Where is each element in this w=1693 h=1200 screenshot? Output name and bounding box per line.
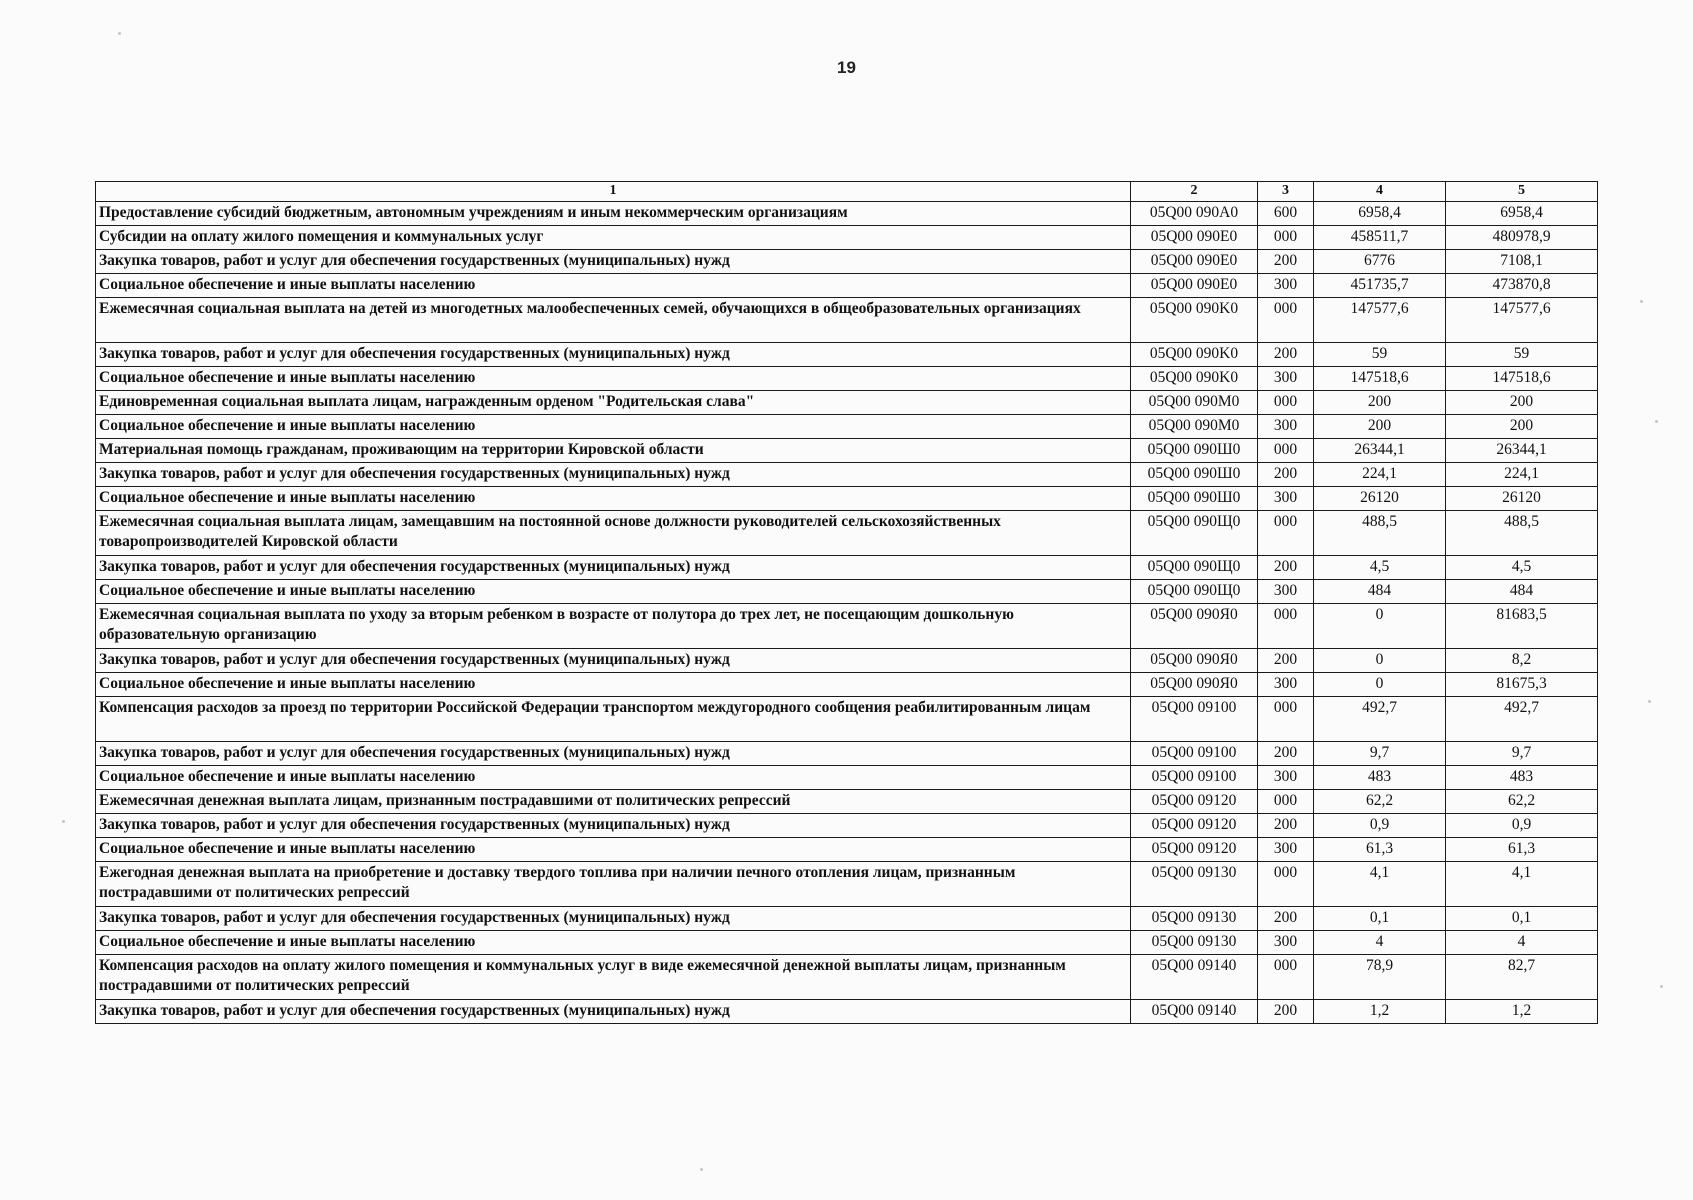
table-row bbox=[96, 556, 1598, 580]
row-code-cell: 05Q00 090Ш0 bbox=[1131, 439, 1258, 463]
scan-speck bbox=[118, 32, 121, 35]
row-code-cell: 05Q00 09130 bbox=[1131, 862, 1258, 907]
row-code-cell: 05Q00 090A0 bbox=[1131, 202, 1258, 226]
row-name-cell: Закупка товаров, работ и услуг для обеспечения государственных (муниципальных) нужд bbox=[96, 742, 1131, 766]
table-row bbox=[96, 298, 1598, 343]
row-name-cell: Ежемесячная социальная выплата лицам, замещавшим на постоянной основе должности руководителей сельскохозяйственных товаропроизводителей Кировской области bbox=[96, 511, 1131, 556]
row-value-4-cell: 9,7 bbox=[1314, 742, 1446, 766]
row-value-4-cell: 200 bbox=[1314, 391, 1446, 415]
row-name-cell: Ежемесячная социальная выплата по уходу за вторым ребенком в возрасте от полутора до трех лет, не посещающим дошкольную образовательную организацию bbox=[96, 604, 1131, 649]
row-type-cell: 000 bbox=[1258, 511, 1314, 556]
row-code-cell: 05Q00 090K0 bbox=[1131, 343, 1258, 367]
row-value-4-cell: 62,2 bbox=[1314, 790, 1446, 814]
column-header-type: 3 bbox=[1258, 182, 1314, 202]
row-code-cell: 05Q00 09140 bbox=[1131, 955, 1258, 1000]
table-row bbox=[96, 838, 1598, 862]
row-value-4-cell: 0 bbox=[1314, 673, 1446, 697]
row-type-cell: 000 bbox=[1258, 790, 1314, 814]
row-value-5-cell: 26120 bbox=[1446, 487, 1598, 511]
row-value-5-cell: 0,9 bbox=[1446, 814, 1598, 838]
row-code-cell: 05Q00 090Я0 bbox=[1131, 673, 1258, 697]
row-value-5-cell: 26344,1 bbox=[1446, 439, 1598, 463]
row-name-cell: Социальное обеспечение и иные выплаты населению bbox=[96, 487, 1131, 511]
row-value-4-cell: 484 bbox=[1314, 580, 1446, 604]
row-value-4-cell: 26120 bbox=[1314, 487, 1446, 511]
row-value-4-cell: 147518,6 bbox=[1314, 367, 1446, 391]
row-value-5-cell: 8,2 bbox=[1446, 649, 1598, 673]
row-name-cell: Закупка товаров, работ и услуг для обеспечения государственных (муниципальных) нужд bbox=[96, 556, 1131, 580]
row-value-5-cell: 492,7 bbox=[1446, 697, 1598, 742]
row-value-5-cell: 9,7 bbox=[1446, 742, 1598, 766]
row-value-4-cell: 451735,7 bbox=[1314, 274, 1446, 298]
column-header-value-5: 5 bbox=[1446, 182, 1598, 202]
row-value-4-cell: 1,2 bbox=[1314, 1000, 1446, 1024]
row-type-cell: 300 bbox=[1258, 487, 1314, 511]
row-value-4-cell: 200 bbox=[1314, 415, 1446, 439]
row-code-cell: 05Q00 090K0 bbox=[1131, 367, 1258, 391]
table-row bbox=[96, 955, 1598, 1000]
row-value-5-cell: 6958,4 bbox=[1446, 202, 1598, 226]
row-type-cell: 300 bbox=[1258, 673, 1314, 697]
page-number: 19 bbox=[837, 58, 856, 77]
row-name-cell: Социальное обеспечение и иные выплаты населению bbox=[96, 580, 1131, 604]
row-code-cell: 05Q00 090M0 bbox=[1131, 391, 1258, 415]
row-value-5-cell: 7108,1 bbox=[1446, 250, 1598, 274]
row-name-cell: Компенсация расходов за проезд по территории Российской Федерации транспортом междугородного сообщения реабилитированным лицам bbox=[96, 697, 1131, 742]
row-type-cell: 300 bbox=[1258, 766, 1314, 790]
row-value-5-cell: 488,5 bbox=[1446, 511, 1598, 556]
row-code-cell: 05Q00 090M0 bbox=[1131, 415, 1258, 439]
row-value-5-cell: 4 bbox=[1446, 931, 1598, 955]
table-row bbox=[96, 367, 1598, 391]
row-value-5-cell: 483 bbox=[1446, 766, 1598, 790]
row-value-4-cell: 0,9 bbox=[1314, 814, 1446, 838]
row-name-cell: Ежемесячная социальная выплата на детей из многодетных малообеспеченных семей, обучающихся в общеобразовательных организациях bbox=[96, 298, 1131, 343]
table-row bbox=[96, 604, 1598, 649]
row-type-cell: 300 bbox=[1258, 415, 1314, 439]
row-type-cell: 000 bbox=[1258, 226, 1314, 250]
row-value-5-cell: 484 bbox=[1446, 580, 1598, 604]
table-row bbox=[96, 226, 1598, 250]
row-name-cell: Субсидии на оплату жилого помещения и коммунальных услуг bbox=[96, 226, 1131, 250]
table-row bbox=[96, 931, 1598, 955]
row-type-cell: 300 bbox=[1258, 838, 1314, 862]
row-value-4-cell: 492,7 bbox=[1314, 697, 1446, 742]
row-value-4-cell: 0 bbox=[1314, 604, 1446, 649]
row-code-cell: 05Q00 09120 bbox=[1131, 838, 1258, 862]
table-header-row bbox=[96, 182, 1598, 202]
row-type-cell: 000 bbox=[1258, 391, 1314, 415]
row-value-4-cell: 6958,4 bbox=[1314, 202, 1446, 226]
table-row bbox=[96, 415, 1598, 439]
row-type-cell: 200 bbox=[1258, 556, 1314, 580]
row-value-4-cell: 458511,7 bbox=[1314, 226, 1446, 250]
table-row bbox=[96, 463, 1598, 487]
row-name-cell: Закупка товаров, работ и услуг для обеспечения государственных (муниципальных) нужд bbox=[96, 649, 1131, 673]
row-value-4-cell: 0 bbox=[1314, 649, 1446, 673]
row-value-4-cell: 483 bbox=[1314, 766, 1446, 790]
table-body bbox=[96, 202, 1598, 1024]
table-row bbox=[96, 202, 1598, 226]
row-type-cell: 200 bbox=[1258, 250, 1314, 274]
scan-speck bbox=[700, 1168, 703, 1171]
row-value-4-cell: 78,9 bbox=[1314, 955, 1446, 1000]
row-value-5-cell: 4,5 bbox=[1446, 556, 1598, 580]
budget-table bbox=[95, 181, 1598, 1024]
row-value-4-cell: 4,1 bbox=[1314, 862, 1446, 907]
row-code-cell: 05Q00 090Я0 bbox=[1131, 649, 1258, 673]
row-code-cell: 05Q00 090Я0 bbox=[1131, 604, 1258, 649]
row-code-cell: 05Q00 09130 bbox=[1131, 931, 1258, 955]
row-type-cell: 300 bbox=[1258, 931, 1314, 955]
row-name-cell: Социальное обеспечение и иные выплаты населению bbox=[96, 838, 1131, 862]
column-header-name: 1 bbox=[96, 182, 1131, 202]
row-type-cell: 000 bbox=[1258, 439, 1314, 463]
row-type-cell: 200 bbox=[1258, 343, 1314, 367]
row-name-cell: Закупка товаров, работ и услуг для обеспечения государственных (муниципальных) нужд bbox=[96, 814, 1131, 838]
row-type-cell: 000 bbox=[1258, 955, 1314, 1000]
row-code-cell: 05Q00 09100 bbox=[1131, 766, 1258, 790]
row-name-cell: Материальная помощь гражданам, проживающим на территории Кировской области bbox=[96, 439, 1131, 463]
row-type-cell: 200 bbox=[1258, 907, 1314, 931]
row-name-cell: Закупка товаров, работ и услуг для обеспечения государственных (муниципальных) нужд bbox=[96, 463, 1131, 487]
row-name-cell: Социальное обеспечение и иные выплаты населению bbox=[96, 367, 1131, 391]
row-type-cell: 300 bbox=[1258, 367, 1314, 391]
row-value-4-cell: 4 bbox=[1314, 931, 1446, 955]
row-type-cell: 200 bbox=[1258, 649, 1314, 673]
row-value-5-cell: 200 bbox=[1446, 391, 1598, 415]
table-row bbox=[96, 814, 1598, 838]
table-row bbox=[96, 790, 1598, 814]
column-header-value-4: 4 bbox=[1314, 182, 1446, 202]
row-code-cell: 05Q00 090K0 bbox=[1131, 298, 1258, 343]
row-code-cell: 05Q00 090Щ0 bbox=[1131, 556, 1258, 580]
scan-speck bbox=[1640, 300, 1643, 303]
row-type-cell: 000 bbox=[1258, 697, 1314, 742]
row-value-5-cell: 82,7 bbox=[1446, 955, 1598, 1000]
table-row bbox=[96, 343, 1598, 367]
row-code-cell: 05Q00 09140 bbox=[1131, 1000, 1258, 1024]
row-value-5-cell: 147577,6 bbox=[1446, 298, 1598, 343]
row-value-4-cell: 6776 bbox=[1314, 250, 1446, 274]
scan-speck bbox=[1655, 420, 1658, 423]
row-name-cell: Социальное обеспечение и иные выплаты населению bbox=[96, 931, 1131, 955]
table-row bbox=[96, 862, 1598, 907]
row-value-5-cell: 480978,9 bbox=[1446, 226, 1598, 250]
row-value-4-cell: 488,5 bbox=[1314, 511, 1446, 556]
row-name-cell: Компенсация расходов на оплату жилого помещения и коммунальных услуг в виде ежемесячной денежной выплаты лицам, признанным пострадавшими от политических репрессий bbox=[96, 955, 1131, 1000]
table-row bbox=[96, 673, 1598, 697]
row-name-cell: Социальное обеспечение и иные выплаты населению bbox=[96, 766, 1131, 790]
row-code-cell: 05Q00 09120 bbox=[1131, 814, 1258, 838]
row-value-4-cell: 61,3 bbox=[1314, 838, 1446, 862]
row-name-cell: Ежемесячная денежная выплата лицам, признанным пострадавшими от политических репрессий bbox=[96, 790, 1131, 814]
row-code-cell: 05Q00 090Щ0 bbox=[1131, 511, 1258, 556]
row-value-5-cell: 1,2 bbox=[1446, 1000, 1598, 1024]
row-code-cell: 05Q00 09100 bbox=[1131, 742, 1258, 766]
row-code-cell: 05Q00 090Ш0 bbox=[1131, 487, 1258, 511]
row-name-cell: Ежегодная денежная выплата на приобретение и доставку твердого топлива при наличии печного отопления лицам, признанным пострадавшими от политических репрессий bbox=[96, 862, 1131, 907]
scan-speck bbox=[1648, 700, 1651, 703]
row-value-5-cell: 81675,3 bbox=[1446, 673, 1598, 697]
table-row bbox=[96, 511, 1598, 556]
row-value-5-cell: 200 bbox=[1446, 415, 1598, 439]
table-row bbox=[96, 697, 1598, 742]
row-value-5-cell: 473870,8 bbox=[1446, 274, 1598, 298]
table-row bbox=[96, 487, 1598, 511]
row-value-4-cell: 147577,6 bbox=[1314, 298, 1446, 343]
row-name-cell: Закупка товаров, работ и услуг для обеспечения государственных (муниципальных) нужд bbox=[96, 250, 1131, 274]
row-value-4-cell: 224,1 bbox=[1314, 463, 1446, 487]
table-row bbox=[96, 391, 1598, 415]
row-code-cell: 05Q00 090Щ0 bbox=[1131, 580, 1258, 604]
row-value-5-cell: 59 bbox=[1446, 343, 1598, 367]
row-value-5-cell: 81683,5 bbox=[1446, 604, 1598, 649]
row-name-cell: Социальное обеспечение и иные выплаты населению bbox=[96, 274, 1131, 298]
row-type-cell: 000 bbox=[1258, 298, 1314, 343]
row-value-5-cell: 62,2 bbox=[1446, 790, 1598, 814]
row-code-cell: 05Q00 090E0 bbox=[1131, 250, 1258, 274]
row-value-5-cell: 4,1 bbox=[1446, 862, 1598, 907]
scan-speck bbox=[1660, 985, 1663, 988]
row-name-cell: Социальное обеспечение и иные выплаты населению bbox=[96, 415, 1131, 439]
row-type-cell: 000 bbox=[1258, 604, 1314, 649]
row-name-cell: Предоставление субсидий бюджетным, автономным учреждениям и иным некоммерческим организациям bbox=[96, 202, 1131, 226]
table-row bbox=[96, 1000, 1598, 1024]
table-row bbox=[96, 742, 1598, 766]
row-value-5-cell: 147518,6 bbox=[1446, 367, 1598, 391]
row-code-cell: 05Q00 09120 bbox=[1131, 790, 1258, 814]
table-row bbox=[96, 766, 1598, 790]
row-name-cell: Закупка товаров, работ и услуг для обеспечения государственных (муниципальных) нужд bbox=[96, 343, 1131, 367]
row-value-5-cell: 61,3 bbox=[1446, 838, 1598, 862]
row-code-cell: 05Q00 090E0 bbox=[1131, 274, 1258, 298]
row-name-cell: Единовременная социальная выплата лицам, награжденным орденом "Родительская слава" bbox=[96, 391, 1131, 415]
table-row bbox=[96, 580, 1598, 604]
scan-speck bbox=[62, 820, 65, 823]
row-value-4-cell: 59 bbox=[1314, 343, 1446, 367]
row-type-cell: 300 bbox=[1258, 580, 1314, 604]
row-type-cell: 000 bbox=[1258, 862, 1314, 907]
row-value-5-cell: 0,1 bbox=[1446, 907, 1598, 931]
row-type-cell: 200 bbox=[1258, 1000, 1314, 1024]
row-code-cell: 05Q00 09130 bbox=[1131, 907, 1258, 931]
row-value-4-cell: 4,5 bbox=[1314, 556, 1446, 580]
row-type-cell: 200 bbox=[1258, 463, 1314, 487]
row-code-cell: 05Q00 090E0 bbox=[1131, 226, 1258, 250]
column-header-code: 2 bbox=[1131, 182, 1258, 202]
table-row bbox=[96, 274, 1598, 298]
table-row bbox=[96, 649, 1598, 673]
table-row bbox=[96, 907, 1598, 931]
row-name-cell: Закупка товаров, работ и услуг для обеспечения государственных (муниципальных) нужд bbox=[96, 907, 1131, 931]
row-value-4-cell: 26344,1 bbox=[1314, 439, 1446, 463]
row-type-cell: 300 bbox=[1258, 274, 1314, 298]
table-row bbox=[96, 439, 1598, 463]
row-name-cell: Социальное обеспечение и иные выплаты населению bbox=[96, 673, 1131, 697]
row-value-5-cell: 224,1 bbox=[1446, 463, 1598, 487]
row-type-cell: 600 bbox=[1258, 202, 1314, 226]
row-type-cell: 200 bbox=[1258, 742, 1314, 766]
row-name-cell: Закупка товаров, работ и услуг для обеспечения государственных (муниципальных) нужд bbox=[96, 1000, 1131, 1024]
row-code-cell: 05Q00 09100 bbox=[1131, 697, 1258, 742]
row-type-cell: 200 bbox=[1258, 814, 1314, 838]
row-value-4-cell: 0,1 bbox=[1314, 907, 1446, 931]
row-code-cell: 05Q00 090Ш0 bbox=[1131, 463, 1258, 487]
table-row bbox=[96, 250, 1598, 274]
